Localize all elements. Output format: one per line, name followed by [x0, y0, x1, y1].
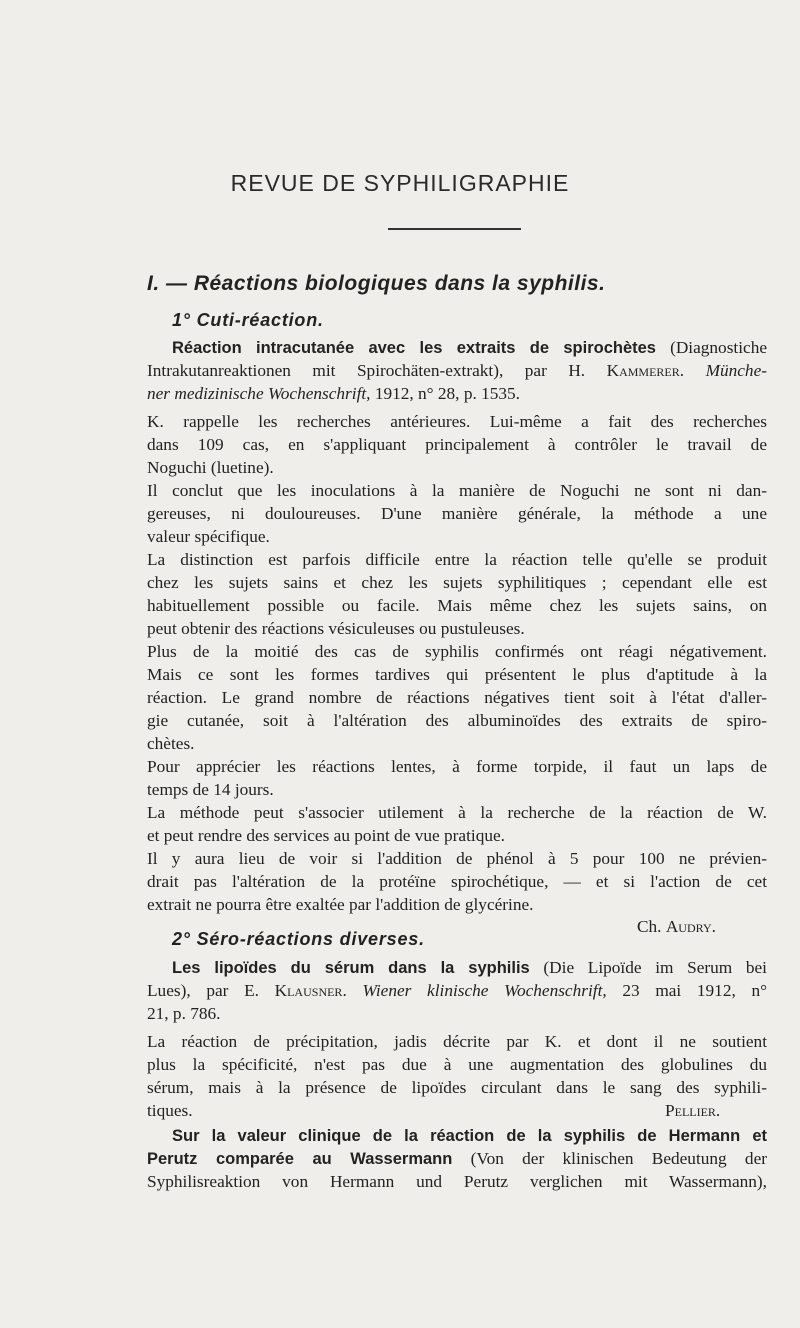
body1-line: extrait ne pourra être exaltée par l'addition de glycérine.	[147, 895, 534, 914]
subheading-cuti-reaction: 1° Cuti-réaction.	[172, 310, 324, 330]
section-heading: I. — Réactions biologiques dans la syphilis.	[147, 272, 606, 295]
article3-ref-line1	[147, 1124, 767, 1148]
article2-ref-line3: 21, p. 786.	[147, 1004, 221, 1023]
body1-line: chètes.	[147, 734, 195, 753]
article2-title: Les lipoïdes du sérum dans la syphilis	[172, 959, 530, 977]
signature-pellier: Pellier.	[665, 1101, 721, 1120]
article1-journal: ner medizinische Wochenschrift,	[147, 384, 371, 403]
article1-ref-line3: ner medizinische Wochenschrift, 1912, n° 28, p. 1535.	[147, 384, 520, 403]
body2-line: tiques.	[147, 1101, 193, 1120]
body1-line: Il conclut que les inoculations à la manière de Noguchi ne sont ni dan-	[147, 481, 767, 500]
body1-line: La distinction est parfois difficile entre la réaction telle qu'elle se produit	[147, 550, 767, 569]
article1-ref-line2: Intrakutanreaktionen mit Spirochäten-extrakt), par H. Kammerer. Münche-	[147, 361, 767, 380]
article2-journal: Wiener klinische Wochenschrift,	[362, 981, 607, 1000]
body1-line: Mais ce sont les formes tardives qui présentent le plus d'aptitude à la	[147, 665, 767, 684]
body1-line: et peut rendre des services au point de vue pratique.	[147, 826, 505, 845]
body1-line: Il y aura lieu de voir si l'addition de phénol à 5 pour 100 ne prévien-	[147, 849, 767, 868]
article1-title: Réaction intracutanée avec les extraits de spirochètes	[172, 339, 656, 357]
body1-line: valeur spécifique.	[147, 527, 270, 546]
body1-line: Plus de la moitié des cas de syphilis confirmés ont réagi négativement.	[147, 642, 767, 661]
article3-title: Sur la valeur clinique de la réaction de la syphilis de Hermann et	[172, 1127, 767, 1145]
body1-line: Pour apprécier les réactions lentes, à forme torpide, il faut un laps de	[147, 757, 767, 776]
body1-line: La méthode peut s'associer utilement à la recherche de la réaction de W.	[147, 803, 767, 822]
running-title: REVUE DE SYPHILIGRAPHIE	[230, 170, 570, 196]
body1-line: réaction. Le grand nombre de réactions négatives tient soit à l'état d'aller-	[147, 688, 767, 707]
body1-line: K. rappelle les recherches antérieures. Lui-même a fait des recherches	[147, 412, 767, 431]
body2-line: La réaction de précipitation, jadis décrite par K. et dont il ne soutient	[147, 1032, 767, 1051]
article1-ref-line1: Réaction intracutanée avec les extraits de spirochètes (Diagnostiche	[172, 338, 767, 357]
body1-line: drait pas l'altération de la protéïne spirochétique, — et si l'action de cet	[147, 872, 767, 891]
body1-line: dans 109 cas, en s'appliquant principalement à contrôler le travail de	[147, 435, 767, 454]
body1-line: peut obtenir des réactions vésiculeuses ou pustuleuses.	[147, 619, 525, 638]
subheading-sero-reactions: 2° Séro-réactions diverses.	[172, 929, 425, 949]
body1-line: chez les sujets sains et chez les sujets syphilitiques ; cependant elle est	[147, 573, 767, 592]
body2-line: sérum, mais à la présence de lipoïdes circulant dans le sang des syphili-	[147, 1078, 767, 1097]
body1-line: temps de 14 jours.	[147, 780, 274, 799]
article3-ref-line3: Syphilisreaktion von Hermann und Perutz verglichen mit Wassermann),	[147, 1172, 767, 1191]
article2-author: Klausner.	[274, 981, 347, 1000]
signature-audry: Ch. Audry.	[637, 917, 716, 936]
body1-line: gie cutanée, soit à l'altération des albuminoïdes des extraits de spiro-	[147, 711, 767, 730]
body1-line: Noguchi (luetine).	[147, 458, 274, 477]
title-rule	[388, 228, 521, 230]
article3-ref-line2: Perutz comparée au Wassermann (Von der klinischen Bedeutung der	[147, 1149, 768, 1168]
article2-ref-line1: Les lipoïdes du sérum dans la syphilis (Die Lipoïde im Serum bei	[172, 958, 767, 977]
article2-ref-line2: Lues), par E. Klausner. Wiener klinische Wochenschrift, 23 mai 1912, n°	[147, 981, 768, 1000]
article1-author: Kammerer.	[606, 361, 685, 380]
body1-line: habituellement possible ou facile. Mais même chez les sujets sains, on	[147, 596, 767, 615]
body1-line: gereuses, ni douloureuses. D'une manière générale, la méthode a une	[147, 504, 767, 523]
body2-line: plus la spécificité, n'est pas due à une augmentation des globulines du	[147, 1055, 767, 1074]
